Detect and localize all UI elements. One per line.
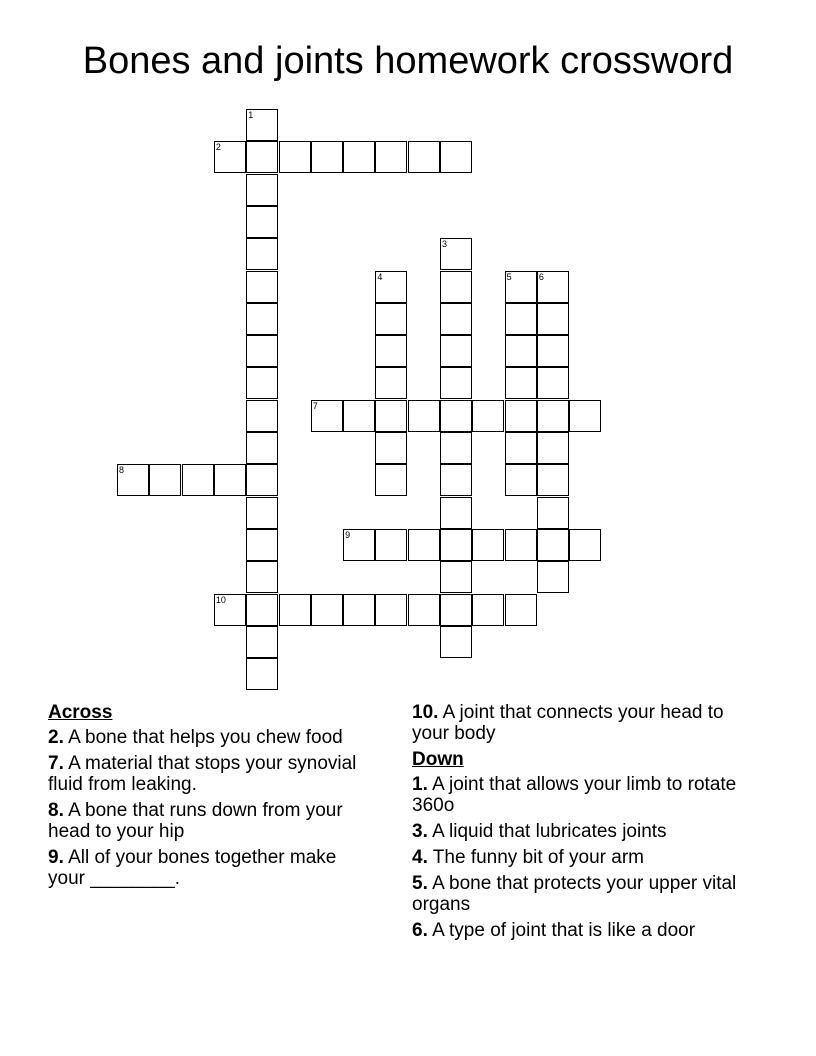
crossword-cell[interactable] — [343, 594, 375, 626]
crossword-cell[interactable] — [440, 303, 472, 335]
crossword-cell[interactable] — [440, 626, 472, 658]
clue-number: 3. — [412, 821, 428, 842]
crossword-cell[interactable] — [505, 432, 537, 464]
crossword-cell[interactable] — [246, 626, 278, 658]
crossword-cell[interactable] — [505, 594, 537, 626]
crossword-cell[interactable] — [505, 367, 537, 399]
cell-number: 1 — [248, 110, 254, 120]
crossword-cell[interactable] — [149, 464, 181, 496]
clues-left-column — [48, 702, 368, 894]
crossword-cell[interactable] — [279, 594, 311, 626]
crossword-cell[interactable] — [537, 561, 569, 593]
cell-number: 4 — [377, 271, 383, 282]
clue-text: All of your bones together make your ________. — [48, 847, 337, 889]
cell-number: 3 — [442, 239, 448, 250]
down-heading: Down — [412, 749, 464, 770]
crossword-cell[interactable] — [279, 141, 311, 173]
crossword-cell[interactable] — [246, 658, 278, 690]
crossword-cell[interactable] — [505, 529, 537, 561]
crossword-cell[interactable] — [569, 529, 601, 561]
clue-across-2 — [48, 727, 368, 748]
crossword-cell[interactable] — [537, 271, 569, 303]
clue-text: A bone that helps you chew food — [68, 727, 343, 748]
crossword-cell[interactable] — [505, 303, 537, 335]
clue-down-3 — [412, 821, 762, 842]
crossword-cell[interactable] — [440, 335, 472, 367]
crossword-cell[interactable] — [537, 303, 569, 335]
across-heading: Across — [48, 702, 113, 723]
crossword-cell[interactable] — [537, 335, 569, 367]
crossword-cell[interactable] — [537, 529, 569, 561]
clue-number: 5. — [412, 873, 428, 894]
crossword-cell[interactable] — [246, 335, 278, 367]
crossword-cell[interactable] — [246, 174, 278, 206]
crossword-cell[interactable] — [440, 432, 472, 464]
crossword-cell[interactable] — [214, 594, 246, 626]
crossword-cell[interactable] — [505, 464, 537, 496]
clue-number: 2. — [48, 727, 64, 748]
clue-down-5 — [412, 873, 762, 915]
crossword-cell[interactable] — [246, 529, 278, 561]
crossword-cell[interactable] — [246, 109, 278, 141]
crossword-cell[interactable] — [343, 529, 375, 561]
crossword-cell[interactable] — [246, 141, 278, 173]
crossword-cell[interactable] — [246, 594, 278, 626]
clue-text: A liquid that lubricates joints — [432, 821, 667, 842]
clue-number: 4. — [412, 847, 428, 868]
crossword-cell[interactable] — [375, 400, 407, 432]
clue-text: A type of joint that is like a door — [432, 920, 696, 941]
crossword-cell[interactable] — [182, 464, 214, 496]
crossword-cell[interactable] — [505, 400, 537, 432]
crossword-cell[interactable] — [246, 497, 278, 529]
crossword-cell[interactable] — [375, 464, 407, 496]
crossword-cell[interactable] — [440, 238, 472, 270]
crossword-cell[interactable] — [408, 594, 440, 626]
crossword-cell[interactable] — [375, 303, 407, 335]
crossword-cell[interactable] — [472, 400, 504, 432]
crossword-cell[interactable] — [375, 432, 407, 464]
crossword-cell[interactable] — [375, 529, 407, 561]
clue-text: A joint that connects your head to your body — [412, 702, 724, 744]
clue-number: 6. — [412, 920, 428, 941]
crossword-cell[interactable] — [505, 271, 537, 303]
crossword-cell[interactable] — [214, 141, 246, 173]
crossword-cell[interactable] — [246, 400, 278, 432]
crossword-cell[interactable] — [246, 432, 278, 464]
crossword-cell[interactable] — [375, 335, 407, 367]
crossword-cell[interactable] — [537, 464, 569, 496]
crossword-cell[interactable] — [375, 594, 407, 626]
crossword-cell[interactable] — [246, 367, 278, 399]
crossword-cell[interactable] — [246, 303, 278, 335]
crossword-cell[interactable] — [440, 594, 472, 626]
clue-down-6 — [412, 920, 762, 941]
clue-text: A joint that allows your limb to rotate 360o — [412, 774, 737, 816]
crossword-cell[interactable] — [246, 271, 278, 303]
crossword-cell[interactable] — [440, 561, 472, 593]
crossword-cell[interactable] — [505, 335, 537, 367]
crossword-cell[interactable] — [440, 367, 472, 399]
clue-text: A bone that runs down from your head to your hip — [48, 800, 343, 842]
clue-number: 1. — [412, 774, 428, 795]
crossword-cell[interactable] — [440, 497, 472, 529]
clue-across-8 — [48, 800, 368, 842]
crossword-cell[interactable] — [440, 141, 472, 173]
clue-text: A bone that protects your upper vital organs — [412, 873, 737, 915]
cell-number: 8 — [119, 465, 125, 476]
clue-down-4 — [412, 847, 762, 868]
crossword-cell[interactable] — [214, 464, 246, 496]
crossword-cell[interactable] — [569, 400, 601, 432]
clue-number: 7. — [48, 753, 64, 774]
crossword-cell[interactable] — [408, 400, 440, 432]
clue-text: A material that stops your synovial fluid from leaking. — [48, 753, 357, 795]
crossword-cell[interactable] — [537, 497, 569, 529]
clue-down-1 — [412, 774, 762, 816]
cell-number: 9 — [345, 529, 351, 540]
crossword-cell[interactable] — [537, 400, 569, 432]
crossword-cell[interactable] — [343, 400, 375, 432]
crossword-cell[interactable] — [408, 529, 440, 561]
crossword-cell[interactable] — [537, 367, 569, 399]
crossword-cell[interactable] — [375, 141, 407, 173]
clue-text: The funny bit of your arm — [432, 847, 645, 868]
crossword-cell[interactable] — [246, 238, 278, 270]
crossword-cell[interactable] — [408, 141, 440, 173]
crossword-cell[interactable] — [440, 400, 472, 432]
crossword-cell[interactable] — [246, 561, 278, 593]
crossword-cell[interactable] — [246, 464, 278, 496]
cell-number: 10 — [215, 594, 226, 605]
crossword-cell[interactable] — [472, 594, 504, 626]
clue-across-10 — [412, 702, 762, 744]
crossword-cell[interactable] — [343, 141, 375, 173]
cell-number: 2 — [215, 142, 221, 153]
clue-number: 9. — [48, 847, 64, 868]
crossword-cell[interactable] — [311, 400, 343, 432]
crossword-cell[interactable] — [537, 432, 569, 464]
cell-number: 7 — [312, 400, 318, 411]
crossword-cell[interactable] — [311, 594, 343, 626]
cell-number: 5 — [506, 271, 512, 282]
clue-number: 8. — [48, 800, 64, 821]
crossword-cell[interactable] — [472, 529, 504, 561]
cell-number: 6 — [538, 271, 544, 282]
crossword-cell[interactable] — [246, 206, 278, 238]
clue-across-9 — [48, 847, 368, 889]
crossword-cell[interactable] — [440, 271, 472, 303]
clue-across-7 — [48, 753, 368, 795]
crossword-cell[interactable] — [117, 464, 149, 496]
crossword-cell[interactable] — [311, 141, 343, 173]
clue-number: 10. — [412, 702, 439, 723]
page-title: Bones and joints homework crossword — [82, 40, 734, 82]
crossword-cell[interactable] — [440, 464, 472, 496]
crossword-cell[interactable] — [440, 529, 472, 561]
crossword-cell[interactable] — [375, 271, 407, 303]
clues-right-column — [412, 702, 762, 946]
crossword-cell[interactable] — [375, 367, 407, 399]
